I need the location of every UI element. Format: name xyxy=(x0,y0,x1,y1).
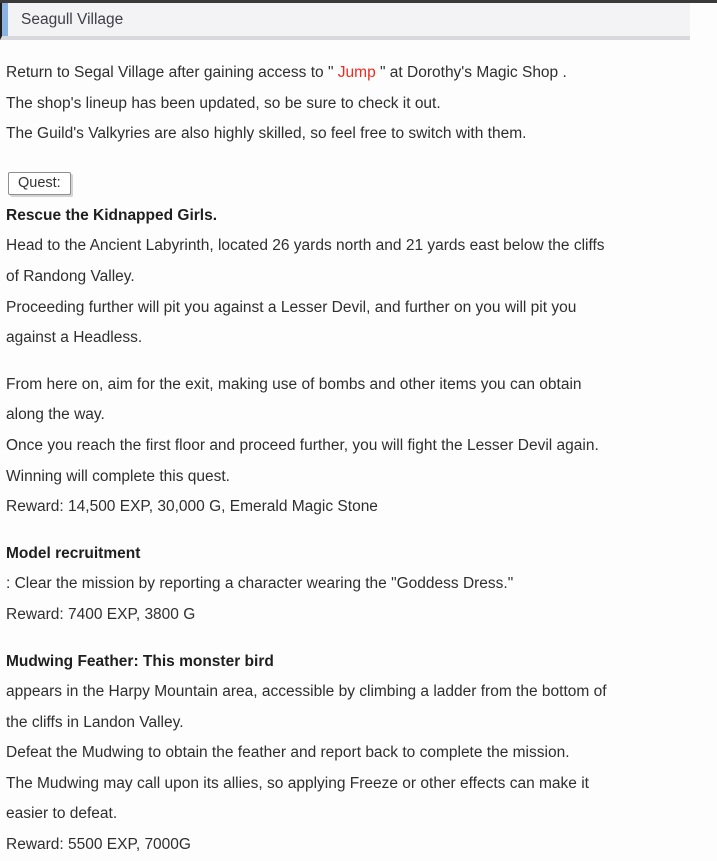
intro-line-1-prefix: Return to Segal Village after gaining access to " xyxy=(6,64,338,81)
page-title: Seagull Village xyxy=(21,10,124,28)
text-line: the cliffs in Landon Valley. xyxy=(6,713,184,731)
reward-line: Reward: 7400 EXP, 3800 G xyxy=(6,605,196,623)
section-gap xyxy=(6,523,709,539)
text-line: The Mudwing may call upon its allies, so applying Freeze or other effects can make it xyxy=(6,774,589,792)
text-line: Proceeding further will pit you against a Lesser Devil, and further on you will pit you xyxy=(6,298,577,316)
intro-line-1-suffix: " at Dorothy's Magic Shop . xyxy=(375,64,567,81)
intro-line-1 xyxy=(6,58,709,89)
blue-accent-bar xyxy=(2,3,8,36)
reward-line: Reward: 5500 EXP, 7000G xyxy=(6,836,191,854)
section-gap xyxy=(6,631,709,647)
text-line: against a Headless. xyxy=(6,329,143,347)
section-heading: Mudwing Feather: This monster bird xyxy=(6,652,274,670)
title-box xyxy=(0,3,690,40)
quest-label-row xyxy=(6,150,709,201)
page-header xyxy=(0,0,717,40)
section-heading: Rescue the Kidnapped Girls. xyxy=(6,206,218,224)
text-line: along the way. xyxy=(6,406,105,424)
reward-line: Reward: 14,500 EXP, 30,000 G, Emerald Magic Stone xyxy=(6,498,378,516)
intro-line-2: The shop's lineup has been updated, so be sure to check it out. xyxy=(6,94,441,112)
text-line: Winning will complete this quest. xyxy=(6,467,230,485)
text-line: of Randong Valley. xyxy=(6,267,135,285)
section-heading: Model recruitment xyxy=(6,544,141,562)
text-line: From here on, aim for the exit, making use of bombs and other items you can obtain xyxy=(6,375,582,393)
text-line: Head to the Ancient Labyrinth, located 26 yards north and 21 yards east below the cliffs xyxy=(6,237,605,255)
text-line: easier to defeat. xyxy=(6,805,118,823)
jump-link[interactable]: Jump xyxy=(337,64,376,81)
text-line: : Clear the mission by reporting a character wearing the "Goddess Dress." xyxy=(6,575,514,593)
quest-section-model-recruitment xyxy=(6,539,709,631)
paragraph-gap xyxy=(6,354,709,370)
quest-section-rescue xyxy=(6,201,709,523)
article-body xyxy=(0,40,717,861)
text-line: Defeat the Mudwing to obtain the feather and report back to complete the mission. xyxy=(6,744,570,762)
quest-section-mudwing-feather xyxy=(6,647,709,861)
text-line: appears in the Harpy Mountain area, accessible by climbing a ladder from the bottom of xyxy=(6,683,607,701)
text-line: Once you reach the first floor and proceed further, you will fight the Lesser Devil again. xyxy=(6,436,599,454)
intro-line-3: The Guild's Valkyries are also highly skilled, so feel free to switch with them. xyxy=(6,125,527,143)
quest-label-button[interactable]: Quest: xyxy=(8,172,71,195)
